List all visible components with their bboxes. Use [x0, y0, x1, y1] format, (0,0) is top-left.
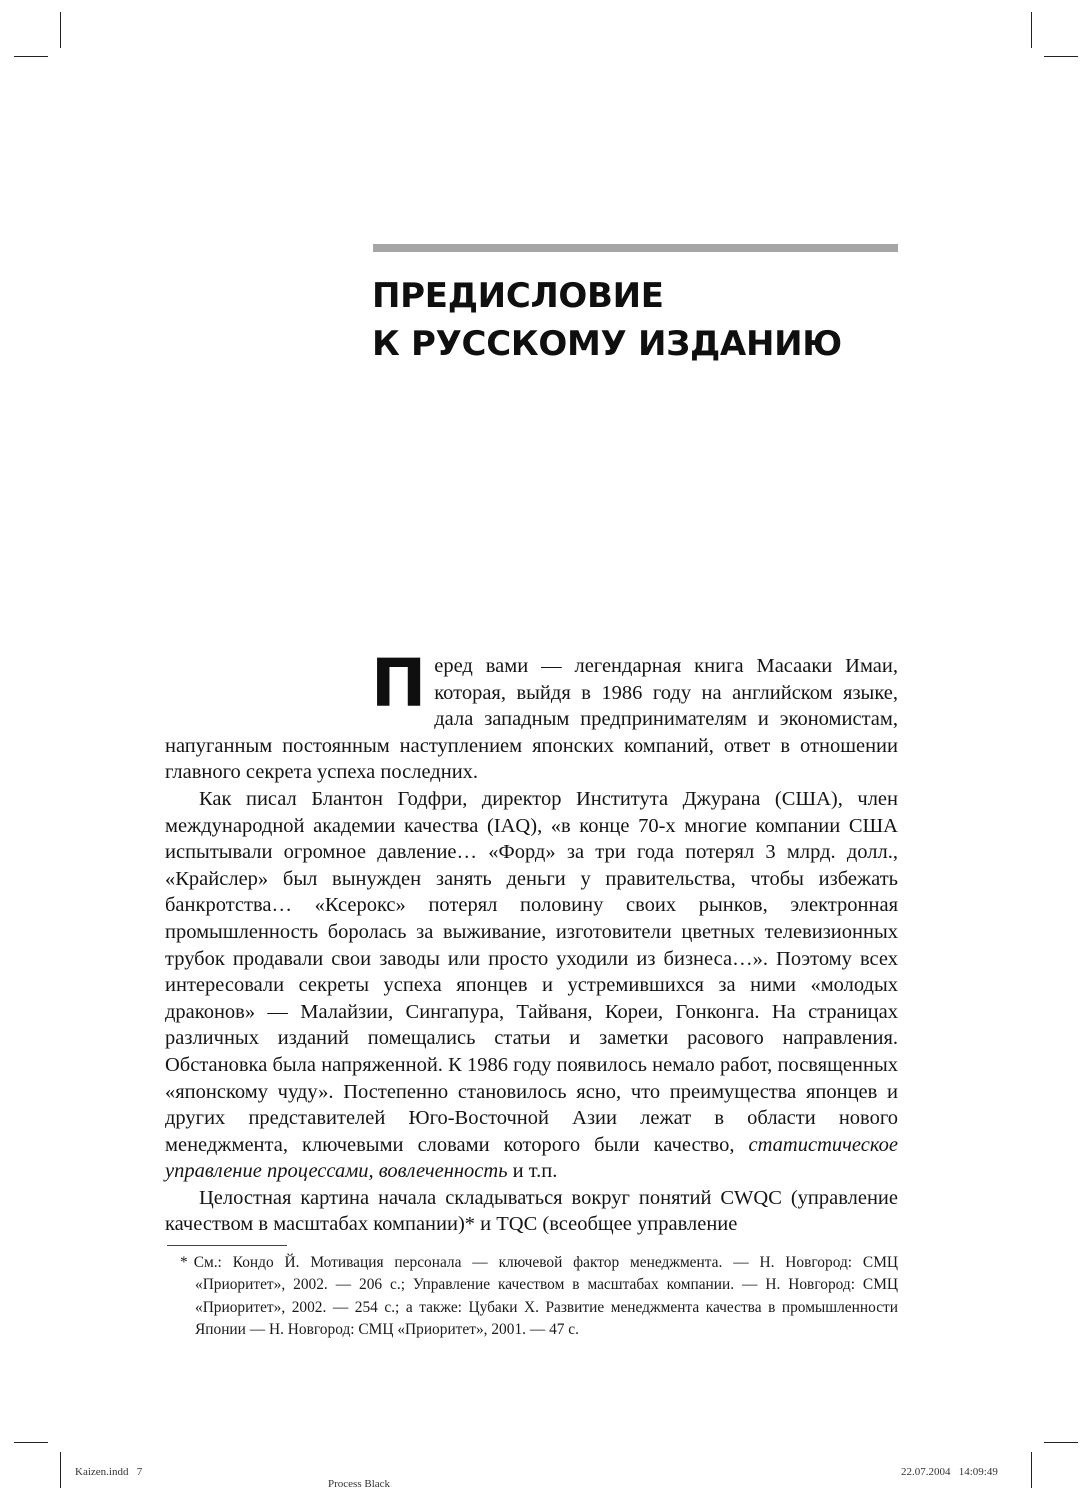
footnote-rule — [167, 1245, 287, 1246]
chapter-title-line-2: К РУССКОМУ ИЗДАНИЮ — [372, 324, 842, 364]
crop-mark-bottom-left-h — [14, 1442, 48, 1443]
crop-mark-bottom-right-h — [1044, 1442, 1078, 1443]
slug-color: Process Black — [328, 1478, 391, 1490]
paragraph-2-italic: статистическое управление процессами, вовлеченность — [165, 1133, 899, 1183]
paragraph-1 — [165, 645, 898, 786]
crop-mark-bottom-left-v — [60, 1452, 61, 1488]
footnote-mark: * — [180, 1254, 188, 1271]
footnote-text: См.: Кондо Й. Мотивация персонала — ключевой фактор менеджмента. — Н. Новгород: СМЦ «Приоритет», 2002. — 206 с.; Управление качеством в масштабах компании. — Н. Новгород: СМЦ «Приоритет», 2002. — 254 с.; а также: Цубаки Х. Развитие менеджмента качества в промышленности Японии — Н. Новгород: СМЦ «Приоритет», 2001. — 47 с. — [193, 1254, 898, 1338]
crop-mark-bottom-right-v — [1031, 1452, 1032, 1488]
crop-mark-top-left-h — [14, 56, 48, 57]
paragraph-3-text: Целостная картина начала складываться вокруг понятий CWQC (управление качеством в масштабах компании)* и TQC (всеобщее управление — [165, 1186, 898, 1236]
crop-mark-top-right-v — [1031, 12, 1032, 48]
crop-mark-top-right-h — [1044, 56, 1078, 57]
crop-mark-top-left-v — [60, 12, 61, 48]
slug-file: Kaizen.indd 7 — [75, 1466, 143, 1478]
title-rule — [373, 244, 898, 252]
footnote — [180, 1252, 898, 1341]
paragraph-1-text: еред вами — легендарная книга Масааки Имаи, которая, выйдя в 1986 году на английском языке, дала западным предпринимателям и экономистам, напуганным постоянным наступлением японских компаний, ответ в отношении главного секрета успеха последних. — [165, 655, 898, 784]
chapter-title-line-1: ПРЕДИСЛОВИЕ — [372, 276, 664, 316]
paragraph-3 — [165, 1185, 898, 1238]
paragraph-2 — [165, 786, 898, 1185]
footnote-body — [180, 1252, 898, 1341]
paragraph-2-end: и т.п. — [512, 1160, 558, 1183]
slug-datetime: 22.07.2004 14:09:49 — [901, 1466, 998, 1478]
body-text — [165, 645, 899, 1238]
drop-cap: П — [371, 645, 427, 722]
chapter-title — [372, 272, 932, 368]
paragraph-2-text: Как писал Блантон Годфри, директор Института Джурана (США), член международной академии качества (IAQ), «в конце 70-х многие компании США испытывали огромное давление… «Форд» за три года потерял 3 млрд. долл., «Крайслер» был вынужден занять деньги у правительства, чтобы избежать банкротства… «Ксерокс» потерял половину своих рынков, электронная промышленность боролась за выживание, изготовители цветных телевизионных трубок продавали свои заводы или просто уходили из бизнеса…». Поэтому всех интересовали секреты успеха японцев и устремившихся за ними «молодых драконов» — Малайзии, Сингапура, Тайваня, Кореи, Гонконга. На страницах различных изданий помещались статьи и заметки расового направления. Обстановка была напряженной. К 1986 году появилось немало работ, посвященных «японскому чуду». Постепенно становилось ясно, что преимущества японцев и других представителей Юго-Восточной Азии лежат в области нового менеджмента, ключевыми словами которого были качество, — [165, 787, 898, 1156]
